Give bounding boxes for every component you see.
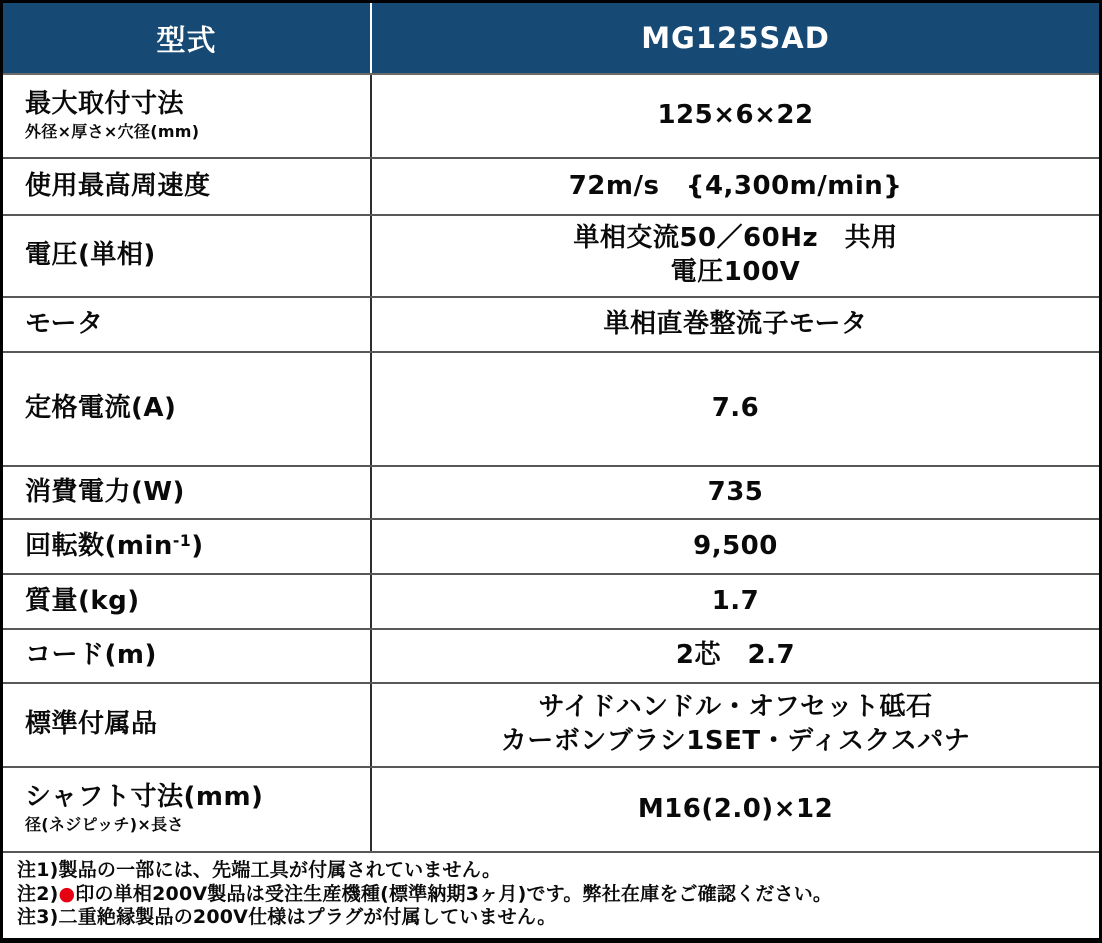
row-value-cell: [372, 520, 1099, 573]
row-label-prefix: 回転数(min: [25, 530, 173, 561]
table-row-voltage: [3, 216, 1099, 298]
footnote-1: 注1)製品の一部には、先端工具が付属されていません。: [17, 859, 502, 881]
row-value: 7.6: [711, 393, 760, 424]
row-value-cell: [372, 467, 1099, 518]
row-value: 単相直巻整流子モータ: [603, 308, 868, 339]
row-label: [25, 532, 204, 562]
header-model-value: MG125SAD: [641, 21, 830, 55]
row-value: 2芯 2.7: [675, 640, 796, 671]
row-label-superscript: -1: [172, 531, 192, 550]
row-value-cell: [372, 353, 1099, 465]
row-label-cell: [3, 520, 372, 573]
header-model-label: 型式: [156, 22, 217, 57]
row-label: 質量(kg): [25, 585, 140, 616]
row-value: 1.7: [711, 585, 760, 616]
row-value: M16(2.0)×12: [637, 793, 834, 824]
row-label: コード(m): [25, 640, 157, 671]
row-value-cell: [372, 75, 1099, 157]
table-row-shaft-size: [3, 768, 1099, 853]
row-value-cell: [372, 216, 1099, 296]
row-label: 消費電力(W): [25, 476, 185, 507]
row-label: 標準付属品: [25, 709, 158, 740]
row-value-cell: [372, 684, 1099, 766]
row-label: シャフト寸法(mm): [25, 782, 264, 813]
table-row-rated-current: [3, 353, 1099, 467]
header-model-label-cell: [3, 3, 372, 73]
row-label-cell: [3, 75, 372, 157]
row-label-suffix: ): [191, 530, 204, 561]
table-row-weight: [3, 575, 1099, 630]
row-label-cell: [3, 159, 372, 214]
row-label-cell: [3, 216, 372, 296]
footnote-2-prefix: 注2): [17, 882, 59, 905]
table-row-max-peripheral-speed: [3, 159, 1099, 216]
red-bullet-icon: ●: [58, 882, 76, 905]
header-model-value-cell: [372, 3, 1099, 73]
row-value: 125×6×22: [657, 100, 814, 131]
row-label: モータ: [25, 308, 104, 339]
table-row-power-consumption: [3, 467, 1099, 520]
footnote-3: 注3)二重絶縁製品の200V仕様はプラグが付属していません。: [17, 906, 557, 929]
row-label: 定格電流(A): [25, 393, 177, 424]
row-label-cell: [3, 684, 372, 766]
row-value-line-2: カーボンブラシ1SET・ディスクスパナ: [500, 726, 971, 756]
table-row-motor: [3, 298, 1099, 353]
row-value-cell: [372, 630, 1099, 682]
row-label-cell: [3, 575, 372, 628]
row-label: 最大取付寸法: [25, 88, 185, 119]
row-label: 使用最高周速度: [25, 170, 211, 201]
row-value-cell: [372, 575, 1099, 628]
row-value-cell: [372, 298, 1099, 351]
table-row-standard-accessories: [3, 684, 1099, 768]
row-value-cell: [372, 768, 1099, 851]
footnotes: [3, 853, 1099, 938]
row-label-cell: [3, 353, 372, 465]
table-header-row: [3, 3, 1099, 75]
table-row-rotation-speed: [3, 520, 1099, 575]
row-sublabel: 外径×厚さ×穴径(mm): [25, 121, 200, 141]
row-value-line-2: 電圧100V: [670, 257, 801, 287]
table-row-max-mount-size: [3, 75, 1099, 159]
row-label-cell: [3, 298, 372, 351]
row-label-cell: [3, 630, 372, 682]
row-value-line-1: サイドハンドル・オフセット砥石: [538, 692, 933, 723]
table-row-cord: [3, 630, 1099, 684]
row-value-line-1: 単相交流50／60Hz 共用: [573, 223, 898, 254]
row-value-cell: [372, 159, 1099, 214]
row-value: 735: [707, 476, 764, 507]
row-label-cell: [3, 768, 372, 851]
row-value: 9,500: [693, 530, 778, 561]
footnote-2-text: 印の単相200V製品は受注生産機種(標準納期3ヶ月)です。弊社在庫をご確認ください。: [75, 882, 833, 905]
footnote-2: [17, 883, 1085, 907]
row-label: 電圧(単相): [25, 240, 156, 271]
row-label-cell: [3, 467, 372, 518]
row-value: 72m/s {4,300m/min}: [568, 170, 903, 201]
row-sublabel: 径(ネジピッチ)×長さ: [25, 815, 184, 835]
